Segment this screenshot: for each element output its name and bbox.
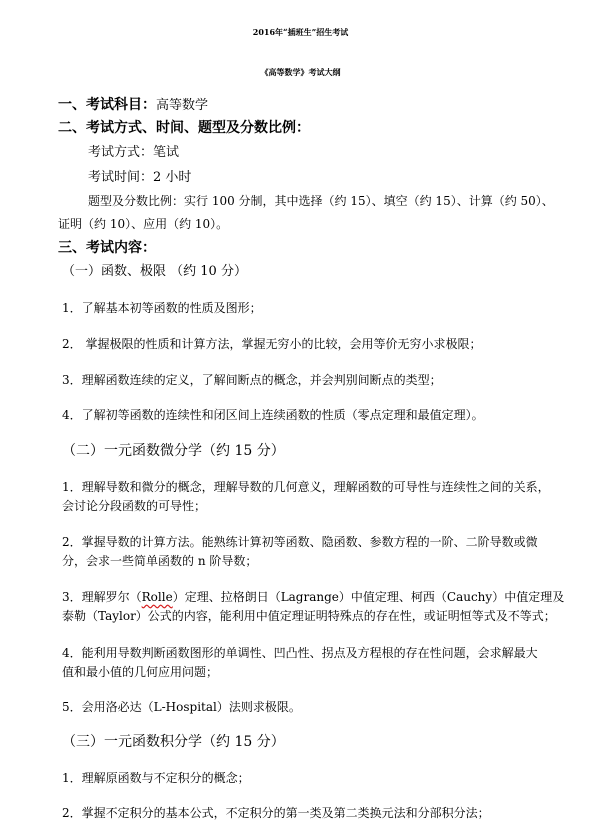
part-2-item-1-line-2: 会讨论分段函数的可导性；: [62, 499, 207, 513]
scoring-line-1: 题型及分数比例：实行 100 分制，其中选择（约 15）、填空（约 15）、计算（约 50）、: [88, 194, 554, 208]
part-2-item-3-line-1: 3．理解罗尔（Rolle）定理、拉格朗日（Lagrange）中值定理、柯西（Cauchy）中值定理及: [62, 590, 565, 604]
part-3-heading: （三）一元函数积分学（约 15 分）: [62, 734, 285, 750]
part-1-item: 1．了解基本初等函数的性质及图形；: [62, 301, 262, 315]
part-1-item: 2． 掌握极限的性质和计算方法，掌握无穷小的比较，会用等价无穷小求极限；: [62, 337, 482, 351]
part-2-item-4-line-2: 值和最小值的几何应用问题；: [62, 665, 219, 679]
part-2-item-5: 5．会用洛必达（L-Hospital）法则求极限。: [62, 700, 301, 714]
part-3-item: 2．掌握不定积分的基本公式，不定积分的第一类及第二类换元法和分部积分法；: [62, 806, 490, 820]
part-1-item: 3．理解函数连续的定义，了解间断点的概念，并会判别间断点的类型；: [62, 373, 442, 387]
section-3-label: 三、考试内容：: [58, 240, 156, 256]
exam-time: 考试时间：2 小时: [88, 170, 192, 185]
part-2-item-2-line-2: 分，会求一些简单函数的 n 阶导数；: [62, 554, 258, 568]
part-2-item-2-line-1: 2．掌握导数的计算方法。能熟练计算初等函数、隐函数、参数方程的一阶、二阶导数或微: [62, 535, 538, 549]
part-1-heading: （一）函数、极限 （约 10 分）: [62, 264, 247, 279]
section-1-label: 一、考试科目：: [58, 97, 156, 113]
section-1: [58, 94, 208, 116]
part-2-item-1-line-1: 1．理解导数和微分的概念，理解导数的几何意义，理解函数的可导性与连续性之间的关系，: [62, 480, 550, 494]
part-2-heading: （二）一元函数微分学（约 15 分）: [62, 443, 285, 459]
scoring-line-2: 证明（约 10）、应用（约 10）。: [58, 217, 229, 231]
spellcheck-word: Rolle: [141, 590, 173, 604]
part-2-item-4-line-1: 4．能利用导数判断函数图形的单调性、凹凸性、拐点及方程根的存在性问题，会求解最大: [62, 646, 538, 660]
section-1-value: 高等数学: [156, 98, 209, 113]
part-1-item: 4．了解初等函数的连续性和闭区间上连续函数的性质（零点定理和最值定理）。: [62, 408, 484, 422]
page-subtitle: 《高等数学》考试大纲: [260, 67, 341, 77]
page-title: 2016年“插班生”招生考试: [252, 27, 349, 37]
section-2-label: 二、考试方式、时间、题型及分数比例：: [58, 120, 310, 136]
exam-method: 考试方式：笔试: [88, 145, 180, 160]
part-3-item: 1．理解原函数与不定积分的概念；: [62, 771, 250, 785]
part-2-item-3-line-2: 泰勒（Taylor）公式的内容，能利用中值定理证明特殊点的存在性，或证明恒等式及不等式；: [62, 609, 556, 623]
